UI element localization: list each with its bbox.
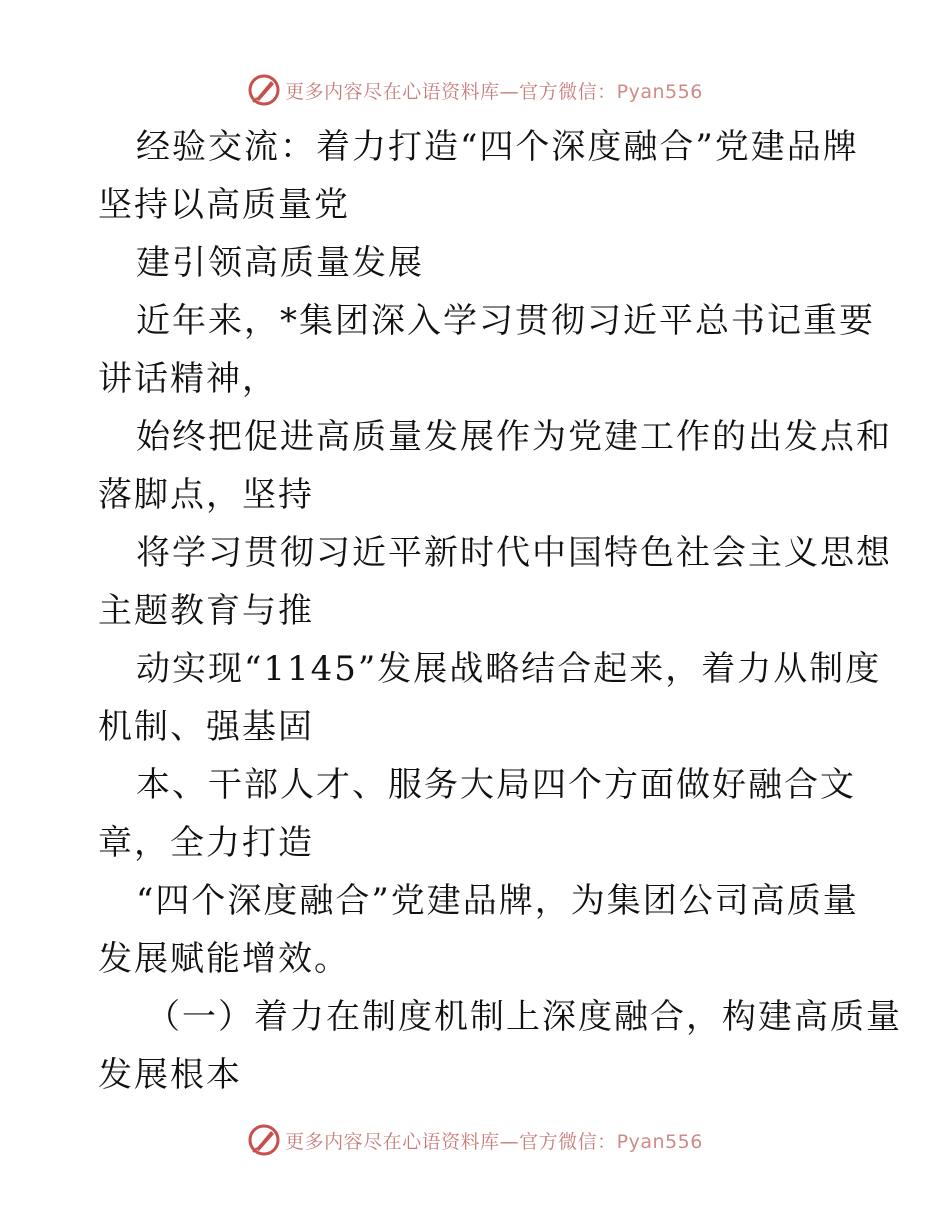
text-line: 落脚点，坚持 xyxy=(98,475,314,515)
quill-logo-icon xyxy=(247,73,281,107)
wechat-id: Pyan556 xyxy=(616,80,703,103)
text-line: 将学习贯彻习近平新时代中国特色社会主义思想 xyxy=(136,533,892,573)
watermark-text: 更多内容尽在心语资料库—官方微信：Pyan556 xyxy=(285,80,703,103)
header-watermark xyxy=(0,70,950,110)
text-line: 发展根本 xyxy=(98,1055,242,1095)
text-line: 主题教育与推 xyxy=(98,591,314,631)
watermark-text: 更多内容尽在心语资料库—官方微信：Pyan556 xyxy=(285,1130,703,1153)
document-body xyxy=(98,118,902,1104)
footer-watermark xyxy=(0,1120,950,1160)
text-line: 发展赋能增效。 xyxy=(98,939,350,979)
text-line: 建引领高质量发展 xyxy=(136,243,424,283)
text-line: 近年来，*集团深入学习贯彻习近平总书记重要 xyxy=(136,301,875,341)
text-line: 经验交流：着力打造“四个深度融合”党建品牌 xyxy=(136,127,859,167)
text-line: 坚持以高质量党 xyxy=(98,185,350,225)
text-line: 始终把促进高质量发展作为党建工作的出发点和 xyxy=(136,417,892,457)
section-heading-line: （一）着力在制度机制上深度融合，构建高质量 xyxy=(146,997,902,1037)
text-line: 讲话精神， xyxy=(98,359,278,399)
wechat-id: Pyan556 xyxy=(616,1130,703,1153)
text-line: 机制、强基固 xyxy=(98,707,314,747)
text-line: “四个深度融合”党建品牌，为集团公司高质量 xyxy=(136,881,859,921)
text-line: 动实现“1145”发展战略结合起来，着力从制度 xyxy=(136,649,882,689)
quill-logo-icon xyxy=(247,1123,281,1157)
text-line: 章，全力打造 xyxy=(98,823,314,863)
text-line: 本、干部人才、服务大局四个方面做好融合文 xyxy=(136,765,856,805)
